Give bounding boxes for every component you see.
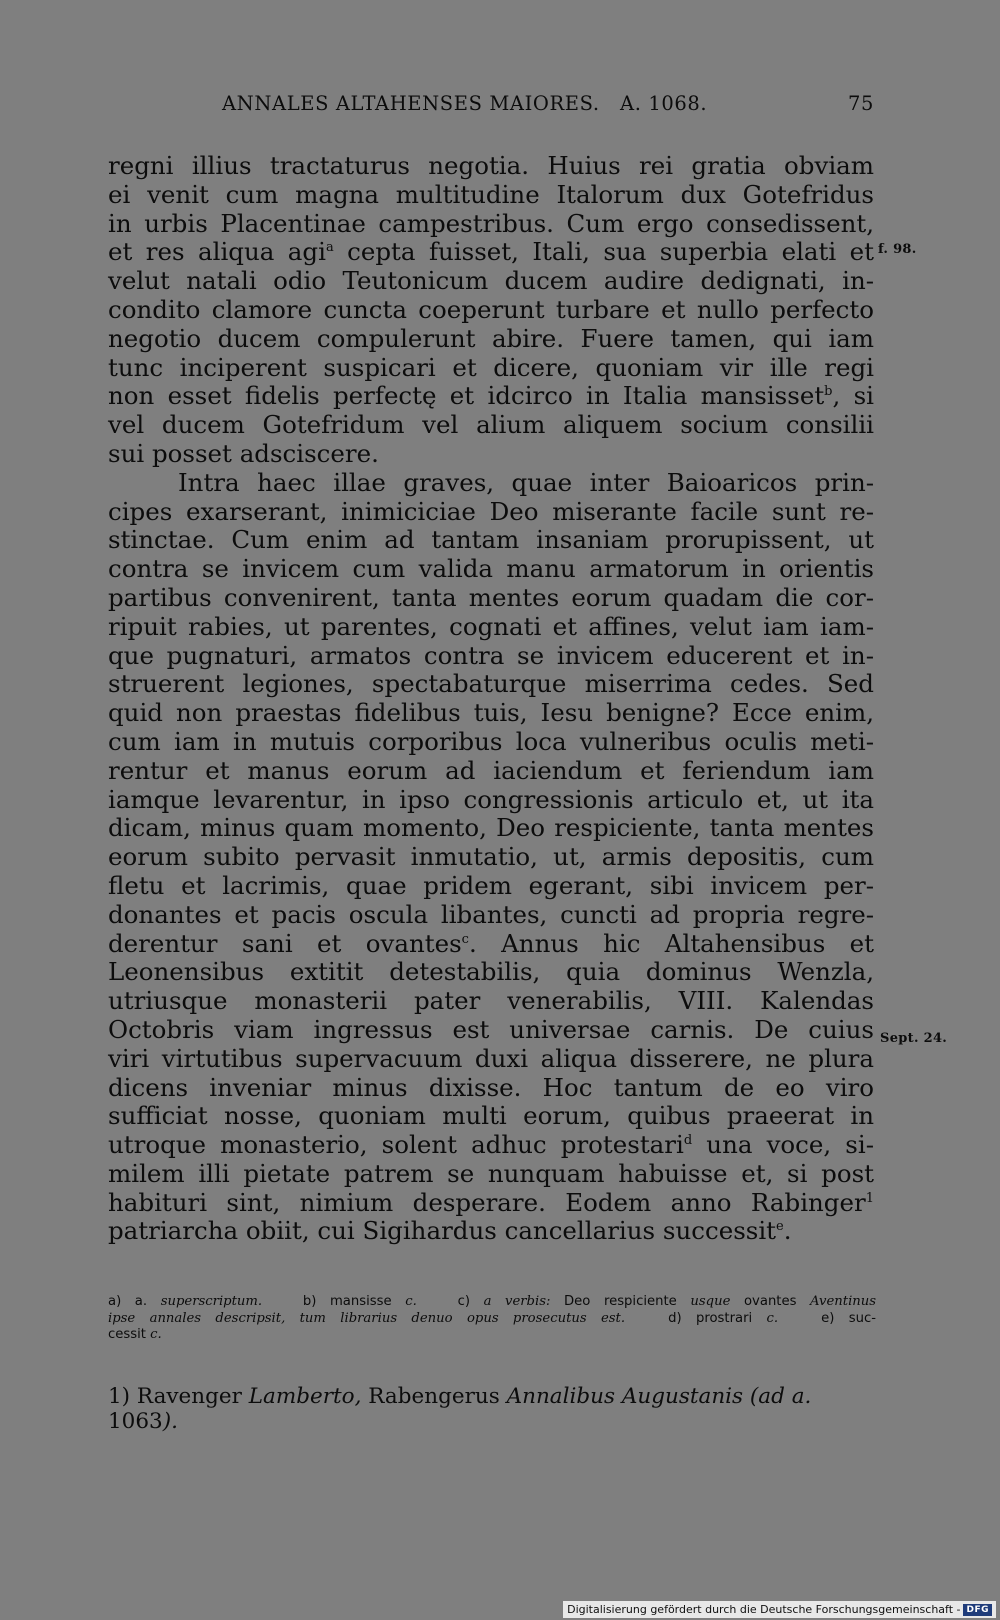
text-line: ei venit cum magna multitudine Italorum dux Gotefridus xyxy=(108,179,874,209)
text-line: velut natali odio Teutonicum ducem audire dedignati, in- xyxy=(108,266,874,296)
apparatus-mark: e xyxy=(776,1219,784,1235)
text-line: Octobris viam ingressus est universae carnis. De cuius xyxy=(108,1014,874,1044)
dfg-logo: DFG xyxy=(963,1604,992,1616)
main-text xyxy=(108,152,874,1246)
digitization-text: Digitalisierung gefördert durch die Deutsche Forschungsgemeinschaft - xyxy=(567,1603,961,1616)
critical-apparatus xyxy=(108,1294,876,1344)
text-line: dicam, minus quam momento, Deo respiciente, tanta mentes xyxy=(108,813,874,843)
text-line: contra se invicem cum valida manu armatorum in orientis xyxy=(108,554,874,584)
text-line: non esset fidelis perfectę et idcirco in Italia mansisset$^b$, si xyxy=(108,381,874,411)
text-line: viri virtutibus supervacuum duxi aliqua disserere, ne plura xyxy=(108,1043,874,1073)
text-line: cipes exarserant, inimiciciae Deo miserante facile sunt re- xyxy=(108,496,874,526)
text-line: sui posset adsciscere. xyxy=(108,438,379,468)
apparatus-line: a) a. superscriptum. b) mansisse c. c) a verbis: Deo respiciente usque ovantes Aventinus xyxy=(108,1294,877,1309)
text-line: utroque monasterio, solent adhuc protestari$^d$ una voce, si- xyxy=(108,1130,874,1160)
footnote: 1) Ravenger Lamberto, Rabengerus Annalibus Augustanis (ad a. 1063). xyxy=(108,1384,812,1434)
running-title: ANNALES ALTAHENSES MAIORES. A. 1068. xyxy=(222,92,708,115)
text-line: que pugnaturi, armatos contra se invicem educerent et in- xyxy=(108,640,874,670)
text-line: condito clamore cuncta coeperunt turbare et nullo perfecto xyxy=(108,294,874,324)
page-number: 75 xyxy=(847,92,874,115)
text-line: patriarcha obiit, cui Sigihardus cancellarius successit$^e$. xyxy=(108,1216,792,1246)
text-line: sufficiat nosse, quoniam multi eorum, quibus praeerat in xyxy=(108,1101,874,1131)
text-line: habituri sint, nimium desperare. Eodem anno Rabinger$^1$ xyxy=(108,1187,874,1217)
text-line: Leonensibus extitit detestabilis, quia dominus Wenzla, xyxy=(108,957,874,987)
margin-note-date: Sept. 24. xyxy=(880,1031,948,1046)
text-line: donantes et pacis oscula libantes, cuncti ad propria regre- xyxy=(108,899,874,929)
text-line: rentur et manus eorum ad iaciendum et feriendum iam xyxy=(108,755,874,785)
text-line: regni illius tractaturus negotia. Huius rei gratia obviam xyxy=(108,151,874,180)
text-line: milem illi pietate patrem se nunquam habuisse et, si post xyxy=(108,1158,874,1188)
text-line: et res aliqua agi$^a$ cepta fuisset, Itali, sua superbia elati et xyxy=(108,237,875,267)
text-line: dicens inveniar minus dixisse. Hoc tantum de eo viro xyxy=(108,1072,874,1102)
text-line: Intra haec illae graves, quae inter Baioaricos prin- xyxy=(178,467,874,497)
text-line: utriusque monasterii pater venerabilis, VIII. Kalendas xyxy=(108,986,874,1016)
text-line: eorum subito pervasit inmutatio, ut, armis depositis, cum xyxy=(108,842,874,872)
apparatus-line: cessit c. xyxy=(108,1327,162,1342)
apparatus-mark: b xyxy=(824,384,833,400)
apparatus-mark: c xyxy=(461,931,469,947)
text-line: partibus convenirent, tanta mentes eorum quadam die cor- xyxy=(108,582,874,612)
text-line: vel ducem Gotefridum vel alium aliquem socium consilii xyxy=(108,410,874,440)
text-line: negotio ducem compulerunt abire. Fuere tamen, qui iam xyxy=(108,323,874,353)
text-line: stinctae. Cum enim ad tantam insaniam prorupissent, ut xyxy=(108,525,874,555)
text-line: cum iam in mutuis corporibus loca vulneribus oculis meti- xyxy=(108,726,874,756)
apparatus-mark: a xyxy=(325,240,334,256)
apparatus-mark: d xyxy=(683,1132,693,1148)
text-line: ripuit rabies, ut parentes, cognati et affines, velut iam iam- xyxy=(108,611,874,641)
text-line: derentur sani et ovantes$^c$. Annus hic Altahensibus et xyxy=(108,928,874,958)
text-line: tunc inciperent suspicari et dicere, quoniam vir ille regi xyxy=(108,352,874,382)
text-line: iamque levarentur, in ipso congressionis articulo et, ut ita xyxy=(108,784,874,814)
digitization-credit xyxy=(563,1601,996,1618)
footnote-mark: 1 xyxy=(865,1190,874,1206)
apparatus-line: ipse annales descripsit, tum librarius denuo opus prosecutus est. d) prostrari c. e) suc- xyxy=(108,1310,876,1326)
text-line: struerent legiones, spectabaturque miserrima cedes. Sed xyxy=(108,669,874,699)
text-line: quid non praestas fidelibus tuis, Iesu benigne? Ecce enim, xyxy=(108,698,874,728)
text-line: in urbis Placentinae campestribus. Cum ergo consedissent, xyxy=(108,208,874,238)
text-line: fletu et lacrimis, quae pridem egerant, sibi invicem per- xyxy=(108,870,874,900)
margin-note-folio: f. 98. xyxy=(878,242,917,257)
